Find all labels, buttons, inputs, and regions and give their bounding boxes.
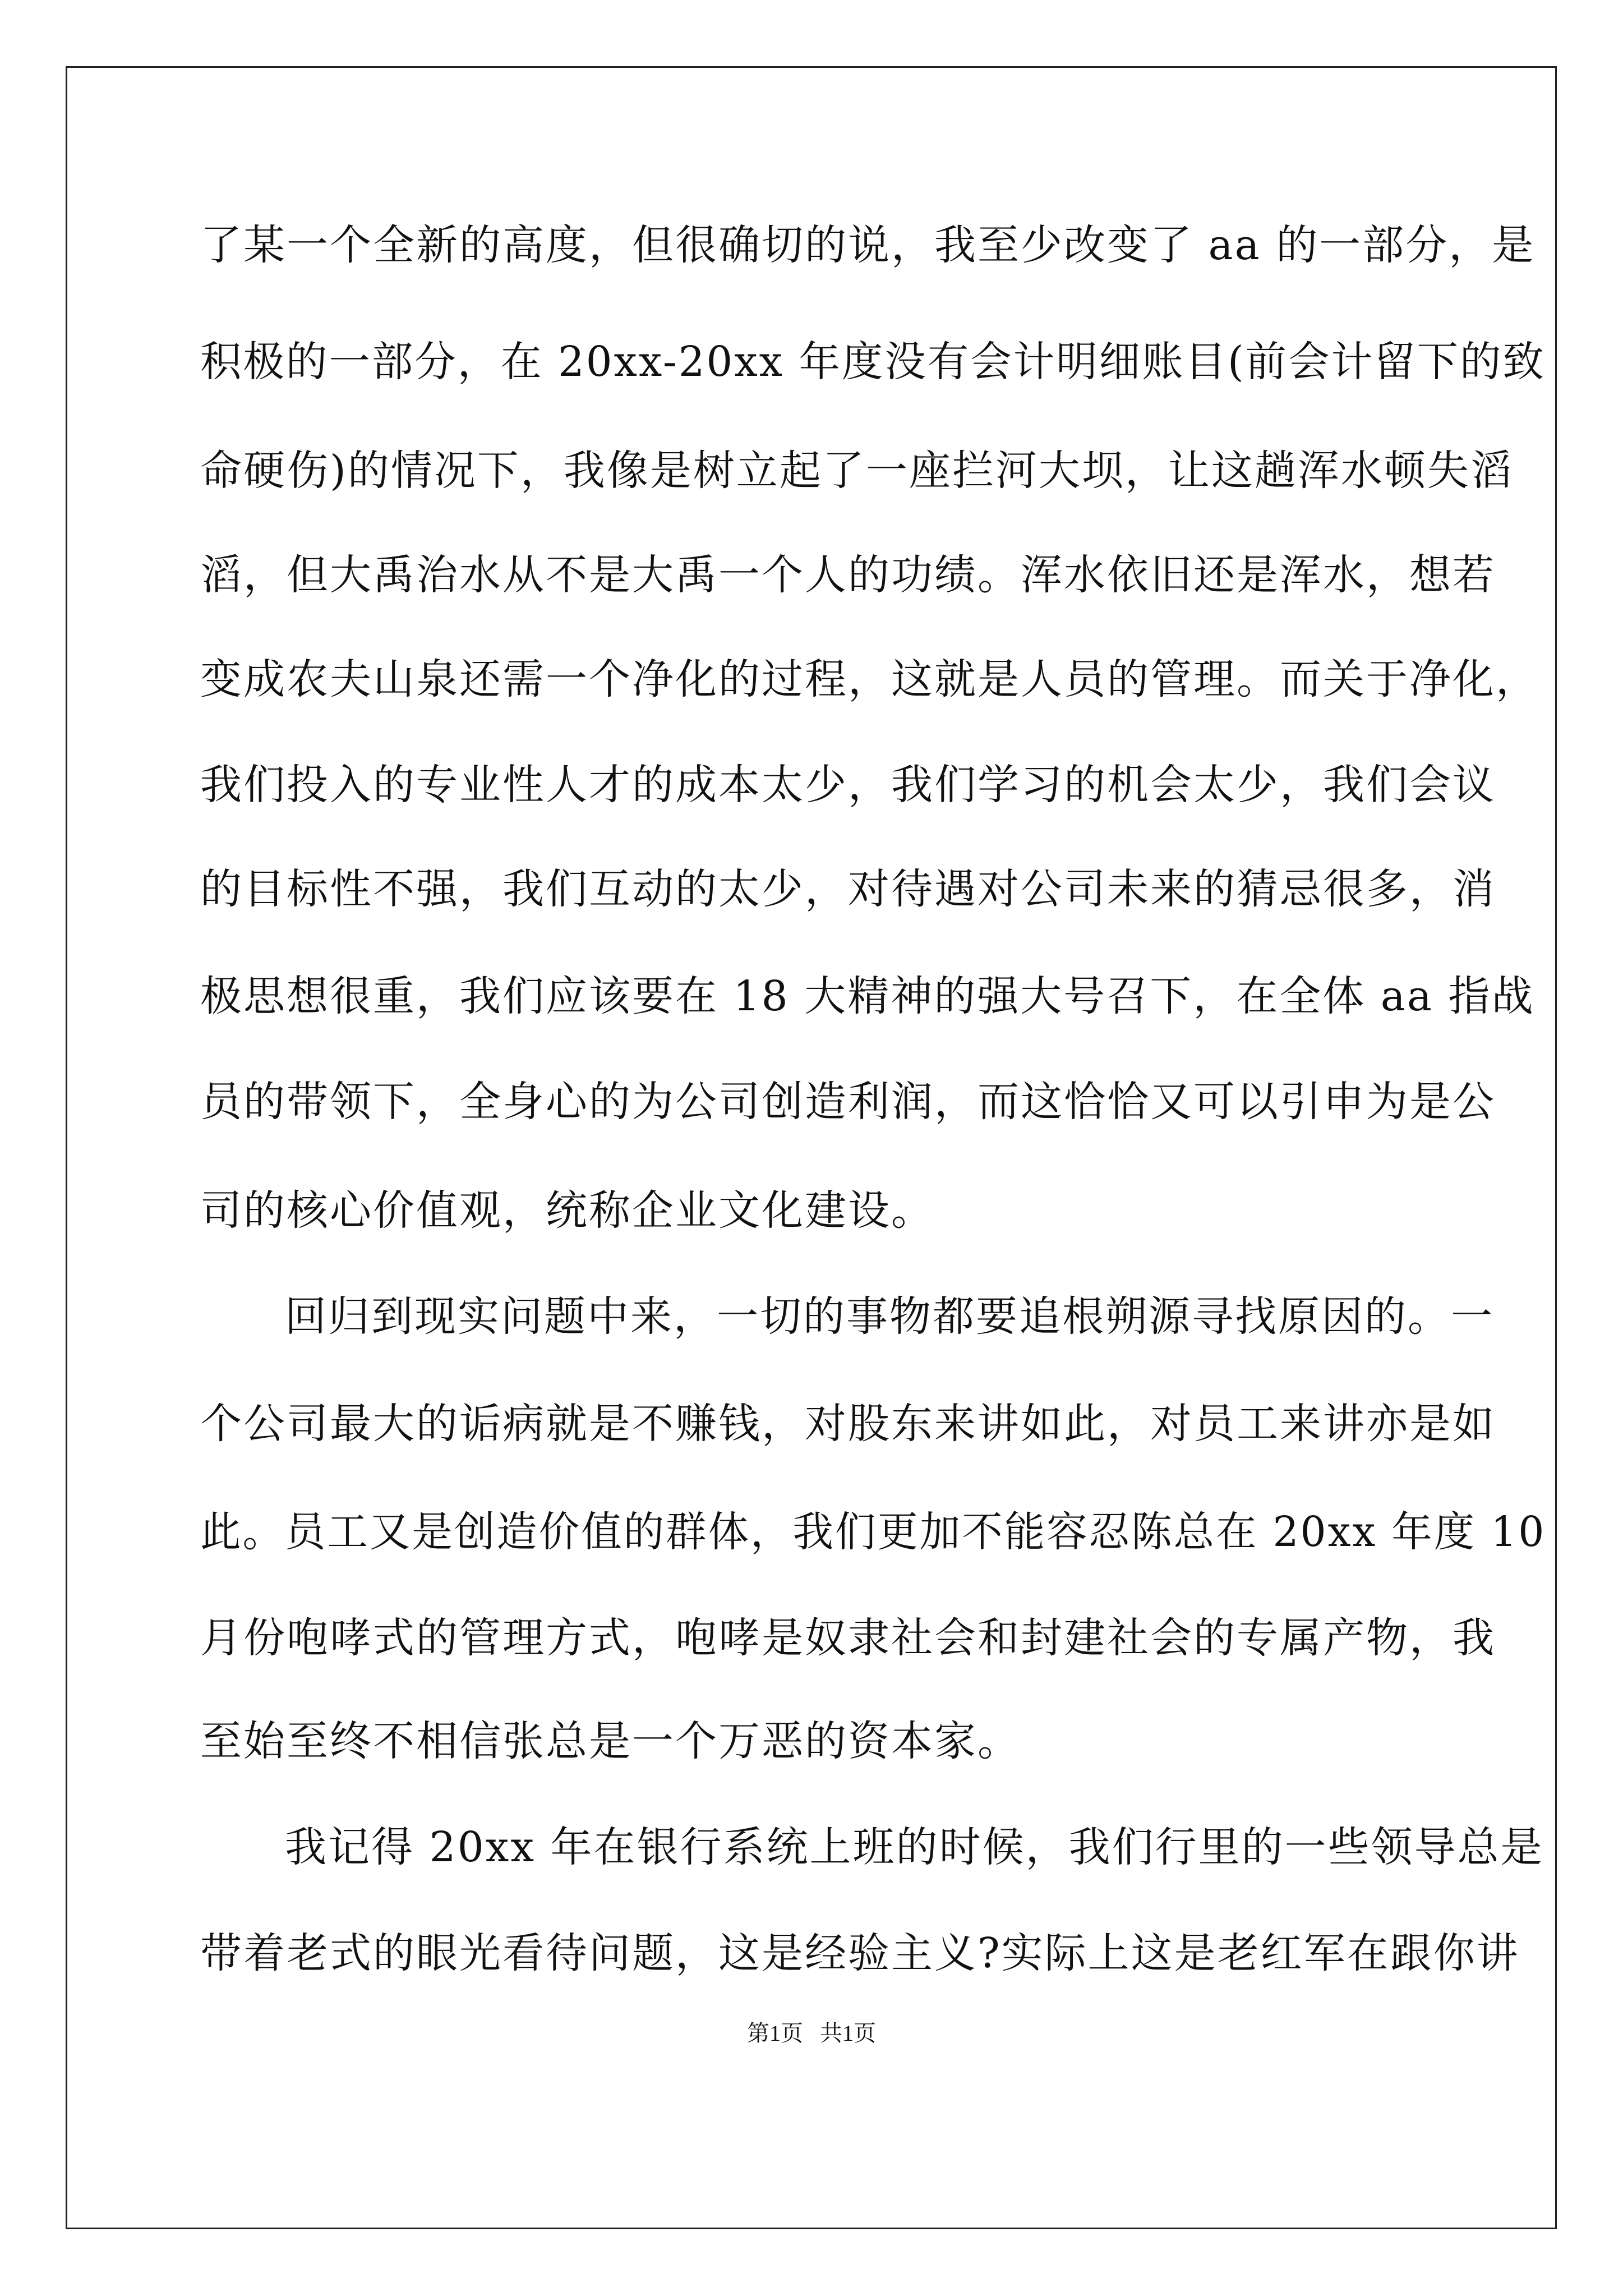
body-line-14: 月份咆哮式的管理方式，咆哮是奴隶社会和封建社会的专属产物，我	[200, 1614, 1496, 1662]
paragraph-2-line-1: 回归到现实问题中来，一切的事物都要追根朔源寻找原因的。一	[285, 1292, 1494, 1341]
body-line-12: 个公司最大的诟病就是不赚钱，对股东来讲如此，对员工来讲亦是如	[200, 1400, 1496, 1448]
body-line-1: 了某一个全新的高度，但很确切的说，我至少改变了 aa 的一部分，是	[200, 221, 1536, 269]
page-number-footer: 第1页 共1页	[747, 2021, 876, 2046]
body-line-2: 积极的一部分，在 20xx-20xx 年度没有会计明细账目(前会计留下的致	[200, 338, 1546, 386]
body-line-10: 司的核心价值观，统称企业文化建设。	[200, 1186, 934, 1235]
body-line-15: 至始至终不相信张总是一个万恶的资本家。	[200, 1717, 1021, 1765]
body-line-17: 带着老式的眼光看待问题，这是经验主义?实际上这是老红军在跟你讲	[200, 1929, 1520, 1977]
body-line-4: 滔，但大禹治水从不是大禹一个人的功绩。浑水依旧还是浑水，想若	[200, 551, 1496, 599]
body-line-5: 变成农夫山泉还需一个净化的过程，这就是人员的管理。而关于净化，	[200, 655, 1539, 703]
paragraph-3-line-1: 我记得 20xx 年在银行系统上班的时候，我们行里的一些领导总是	[285, 1823, 1544, 1871]
body-line-9: 员的带领下，全身心的为公司创造利润，而这恰恰又可以引申为是公	[200, 1078, 1496, 1126]
body-line-6: 我们投入的专业性人才的成本太少，我们学习的机会太少，我们会议	[200, 761, 1496, 809]
body-line-3: 命硬伤)的情况下，我像是树立起了一座拦河大坝，让这趟浑水顿失滔	[200, 447, 1514, 495]
body-line-8: 极思想很重，我们应该要在 18 大精神的强大号召下，在全体 aa 指战	[200, 972, 1535, 1020]
body-line-7: 的目标性不强，我们互动的太少，对待遇对公司未来的猜忌很多，消	[200, 865, 1496, 913]
body-line-13: 此。员工又是创造价值的群体，我们更加不能容忍陈总在 20xx 年度 10	[200, 1508, 1546, 1556]
